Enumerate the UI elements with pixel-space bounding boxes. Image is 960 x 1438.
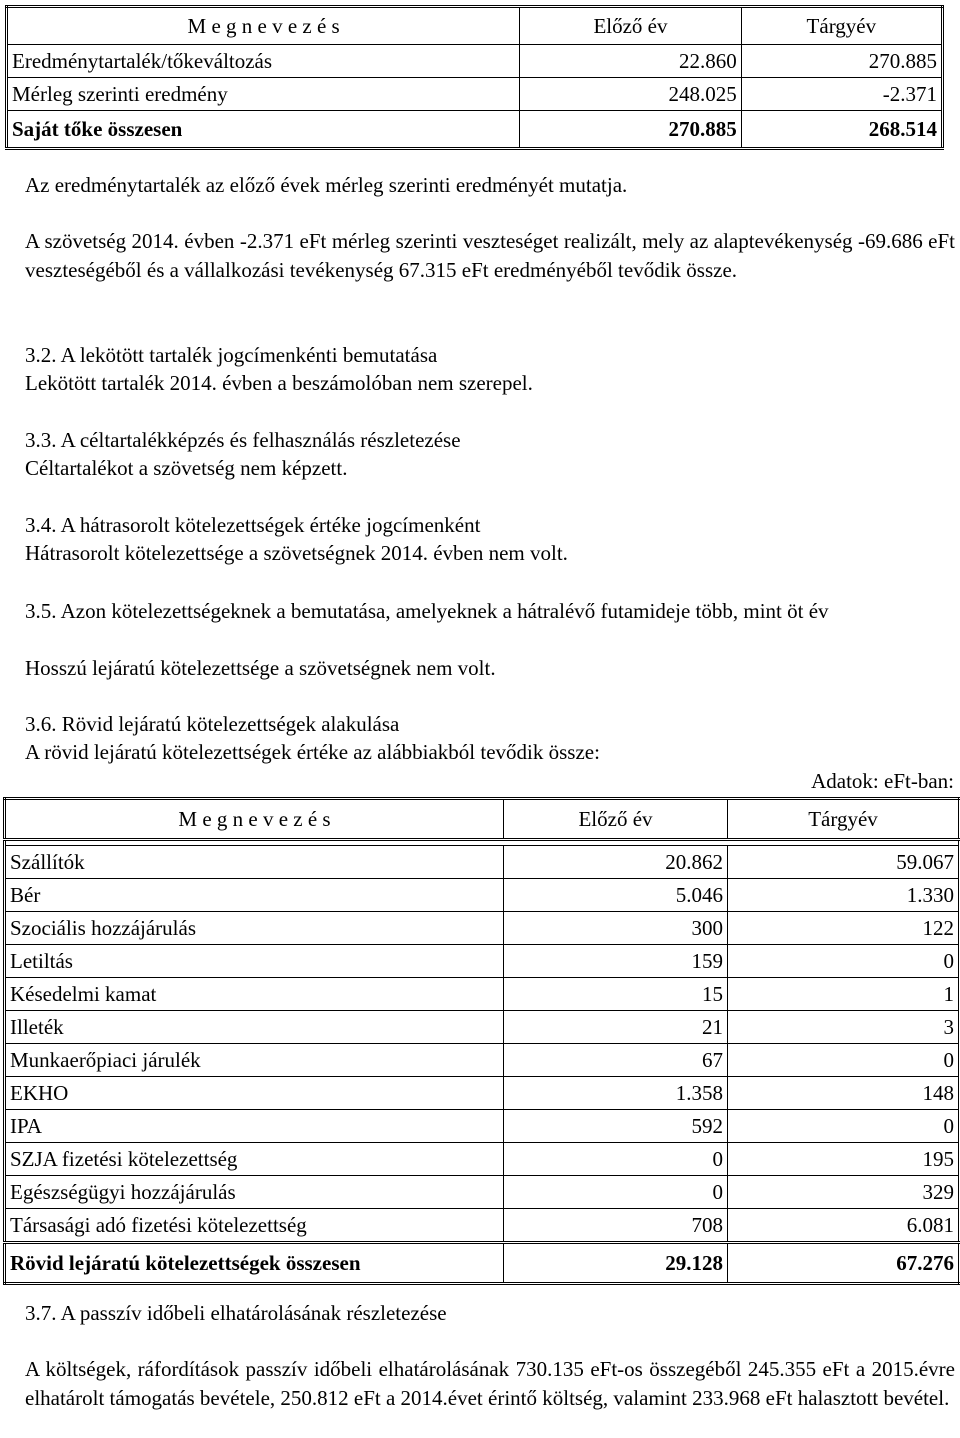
total-name: Saját tőke összesen	[7, 111, 520, 149]
row-name: Szállítók	[5, 846, 504, 879]
row-prev: 5.046	[504, 879, 728, 912]
total-curr: 268.514	[741, 111, 942, 149]
table-row	[5, 1209, 960, 1243]
row-name: Egészségügyi hozzájárulás	[5, 1176, 504, 1209]
row-prev: 20.862	[504, 846, 728, 879]
row-name: Társasági adó fizetési kötelezettség	[5, 1209, 504, 1243]
header-current-year: Tárgyév	[741, 7, 942, 45]
row-curr: 0	[728, 1110, 960, 1143]
row-prev: 159	[504, 945, 728, 978]
units-note: Adatok: eFt-ban:	[811, 769, 954, 793]
row-prev: 592	[504, 1110, 728, 1143]
row-prev: 15	[504, 978, 728, 1011]
total-prev: 29.128	[504, 1243, 728, 1284]
row-name: Mérleg szerinti eredmény	[7, 78, 520, 111]
row-prev: 300	[504, 912, 728, 945]
row-prev: 0	[504, 1176, 728, 1209]
header-current-year: Tárgyév	[728, 799, 960, 840]
section-3-4-body: Hátrasorolt kötelezettsége a szövetségnek 2014. évben nem volt.	[25, 541, 568, 565]
row-prev: 21	[504, 1011, 728, 1044]
table-row	[5, 978, 960, 1011]
row-name: Bér	[5, 879, 504, 912]
table-row	[5, 1044, 960, 1077]
header-name: M e g n e v e z é s	[5, 799, 504, 840]
row-name: Munkaerőpiaci járulék	[5, 1044, 504, 1077]
total-row	[5, 1243, 960, 1284]
header-prev-year: Előző év	[504, 799, 728, 840]
row-prev: 248.025	[520, 78, 741, 111]
row-name: EKHO	[5, 1077, 504, 1110]
section-3-2-body: Lekötött tartalék 2014. évben a beszámolóban nem szerepel.	[25, 371, 533, 395]
section-3-5-title: 3.5. Azon kötelezettségeknek a bemutatása, amelyeknek a hátralévő futamideje több, mint öt év	[25, 599, 829, 623]
row-name: Késedelmi kamat	[5, 978, 504, 1011]
row-curr: 148	[728, 1077, 960, 1110]
total-row	[7, 111, 943, 149]
table-header-row	[5, 799, 960, 840]
row-name: Eredménytartalék/tőkeváltozás	[7, 45, 520, 78]
paragraph-loss-explanation: A szövetség 2014. évben -2.371 eFt mérleg szerinti veszteséget realizált, mely az alaptevékenység -69.686 eFt veszteségéből és a vállalkozási tevékenység 67.315 eFt eredményéből tevődik össze.	[25, 229, 955, 282]
row-prev: 1.358	[504, 1077, 728, 1110]
table-row	[7, 78, 943, 111]
row-name: Szociális hozzájárulás	[5, 912, 504, 945]
section-3-5-body: Hosszú lejáratú kötelezettsége a szövetségnek nem volt.	[25, 656, 496, 680]
total-name: Rövid lejáratú kötelezettségek összesen	[5, 1243, 504, 1284]
table-row	[5, 945, 960, 978]
section-3-2-title: 3.2. A lekötött tartalék jogcímenkénti bemutatása	[25, 343, 438, 367]
table-row	[5, 912, 960, 945]
table-row	[5, 1077, 960, 1110]
row-curr: -2.371	[741, 78, 942, 111]
short-term-liabilities-table	[3, 797, 960, 1285]
section-3-7-body: A költségek, ráfordítások passzív időbeli elhatárolásának 730.135 eFt-os összegéből 245.355 eFt a 2015.évre elhatárolt támogatás bevétele, 250.812 eFt a 2014.évet érintő költség, valamint 233.968 eFt halasztott bevétel.	[25, 1357, 955, 1410]
row-name: Letiltás	[5, 945, 504, 978]
row-prev: 67	[504, 1044, 728, 1077]
row-curr: 59.067	[728, 846, 960, 879]
section-3-7-title: 3.7. A passzív időbeli elhatárolásának részletezése	[25, 1301, 447, 1325]
row-curr: 122	[728, 912, 960, 945]
table-row	[5, 1143, 960, 1176]
section-3-6-body: A rövid lejáratú kötelezettségek értéke az alábbiakból tevődik össze:	[25, 740, 600, 764]
row-curr: 0	[728, 945, 960, 978]
row-name: IPA	[5, 1110, 504, 1143]
row-curr: 0	[728, 1044, 960, 1077]
paragraph-retained-earnings: Az eredménytartalék az előző évek mérleg szerinti eredményét mutatja.	[25, 173, 628, 197]
row-name: Illeték	[5, 1011, 504, 1044]
header-name: M e g n e v e z é s	[7, 7, 520, 45]
row-curr: 195	[728, 1143, 960, 1176]
table-row	[5, 1176, 960, 1209]
section-3-6-title: 3.6. Rövid lejáratú kötelezettségek alakulása	[25, 712, 400, 736]
header-prev-year: Előző év	[520, 7, 741, 45]
row-curr: 329	[728, 1176, 960, 1209]
equity-table	[5, 5, 944, 150]
table-row	[7, 45, 943, 78]
total-curr: 67.276	[728, 1243, 960, 1284]
table-row	[5, 879, 960, 912]
row-prev: 708	[504, 1209, 728, 1243]
row-curr: 270.885	[741, 45, 942, 78]
row-curr: 1.330	[728, 879, 960, 912]
section-3-4-title: 3.4. A hátrasorolt kötelezettségek értéke jogcímenként	[25, 513, 481, 537]
section-3-3-title: 3.3. A céltartalékképzés és felhasználás részletezése	[25, 428, 461, 452]
table-row	[5, 1011, 960, 1044]
row-prev: 0	[504, 1143, 728, 1176]
table-row	[5, 846, 960, 879]
row-curr: 3	[728, 1011, 960, 1044]
section-3-3-body: Céltartalékot a szövetség nem képzett.	[25, 456, 348, 480]
table-row	[5, 1110, 960, 1143]
total-prev: 270.885	[520, 111, 741, 149]
row-name: SZJA fizetési kötelezettség	[5, 1143, 504, 1176]
table-header-row	[7, 7, 943, 45]
row-curr: 6.081	[728, 1209, 960, 1243]
row-curr: 1	[728, 978, 960, 1011]
row-prev: 22.860	[520, 45, 741, 78]
